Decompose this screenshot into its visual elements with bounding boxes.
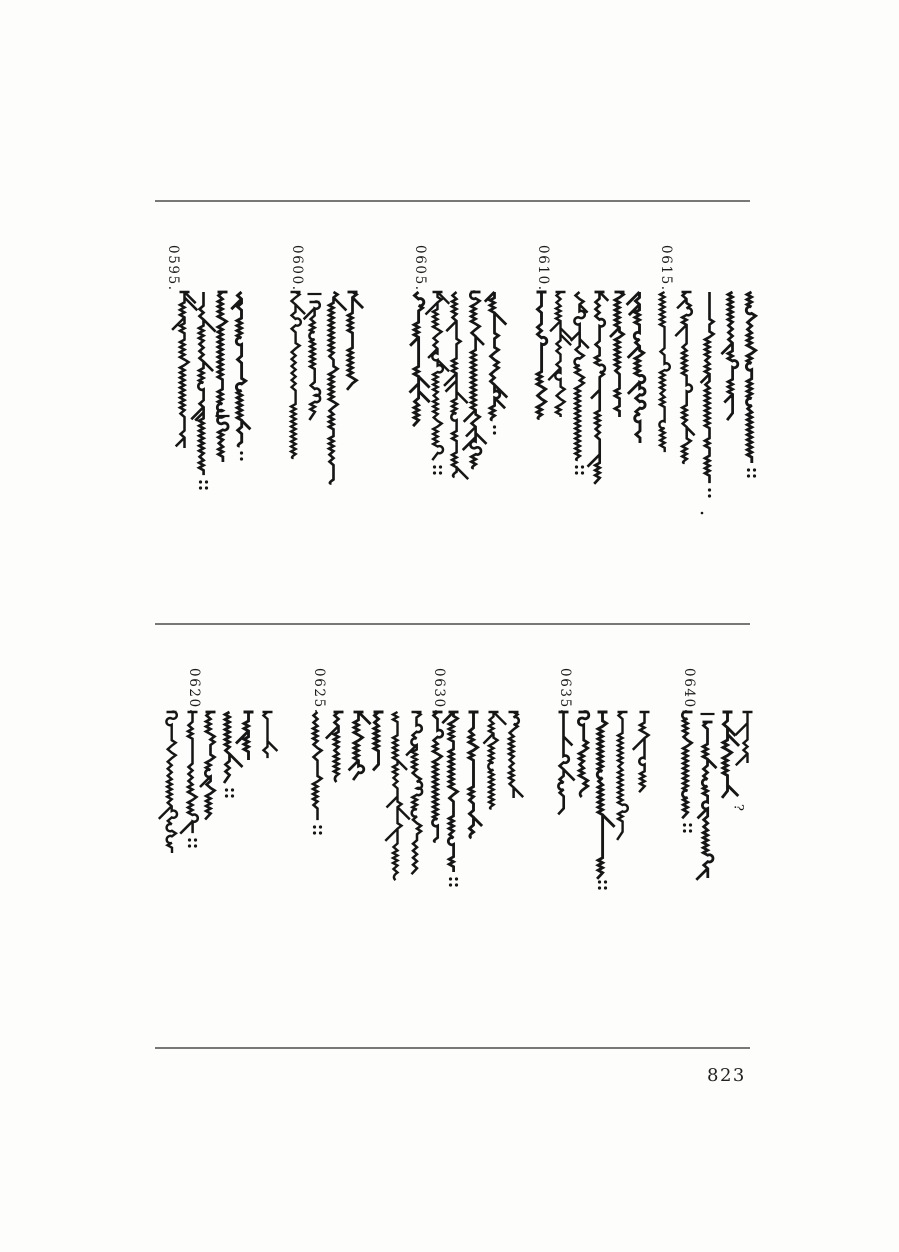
punctuation-dot xyxy=(439,471,442,474)
punctuation-dot xyxy=(313,831,316,834)
entry-number: 0620. xyxy=(186,668,202,715)
mongolian-script-column xyxy=(291,292,306,458)
mongolian-script-column xyxy=(537,292,547,419)
mongolian-script-column xyxy=(326,712,344,782)
entry-number: 0610. xyxy=(535,245,551,292)
punctuation-dot xyxy=(319,825,322,828)
mongolian-script-column xyxy=(385,712,410,880)
punctuation-dot xyxy=(683,823,686,826)
mongolian-script-column xyxy=(349,712,371,780)
punctuation-dot xyxy=(313,825,316,828)
mongolian-script-column xyxy=(159,712,177,853)
punctuation-dot xyxy=(747,468,750,471)
punctuation-dot xyxy=(225,788,228,791)
punctuation-dot xyxy=(433,471,436,474)
mongolian-script-column xyxy=(485,292,507,420)
punctuation-dot xyxy=(575,465,578,468)
punctuation-dot xyxy=(598,880,601,883)
punctuation-dot xyxy=(231,788,234,791)
mongolian-script-column xyxy=(180,712,198,834)
punctuation-dot xyxy=(433,465,436,468)
mongolian-script-column xyxy=(610,292,625,417)
mongolian-script-column xyxy=(313,712,322,820)
mongolian-script-column xyxy=(509,712,524,798)
mongolian-script-column xyxy=(304,302,320,420)
punctuation-dot xyxy=(199,486,202,489)
mongolian-script-column xyxy=(627,292,645,443)
punctuation-dot xyxy=(194,838,197,841)
punctuation-dot xyxy=(708,494,711,497)
mongolian-script-column xyxy=(469,712,483,838)
mongolian-script-column xyxy=(633,712,650,792)
mongolian-script-column xyxy=(578,712,588,797)
punctuation-dot xyxy=(455,883,458,886)
mongolian-script-column xyxy=(373,712,384,770)
mongolian-script-column xyxy=(200,712,216,820)
mongolian-script-column xyxy=(442,712,458,872)
mongolian-script-column xyxy=(682,712,692,819)
punctuation-dot xyxy=(449,877,452,880)
entry-number: 0605. xyxy=(412,245,428,292)
mongolian-script-column xyxy=(329,292,346,483)
punctuation-dot xyxy=(205,486,208,489)
page-number: 823 xyxy=(707,1065,746,1086)
mongolian-script-column xyxy=(701,292,714,483)
mongolian-script-column xyxy=(558,712,574,814)
mongolian-script-column xyxy=(347,292,363,390)
punctuation-dot xyxy=(753,468,756,471)
punctuation-dot xyxy=(604,880,607,883)
mongolian-script-column xyxy=(172,292,197,448)
mongolian-script-column xyxy=(426,292,450,460)
mongolian-script-column xyxy=(588,292,609,484)
mongolian-script-column xyxy=(217,292,228,462)
mongolian-script-column xyxy=(746,292,755,463)
punctuation-dot xyxy=(701,512,704,515)
punctuation-dot xyxy=(708,488,711,491)
mongolian-script-column xyxy=(696,722,716,880)
mongolian-script-column xyxy=(236,712,254,760)
mongolian-script-column xyxy=(191,292,215,475)
mongolian-script-column xyxy=(548,292,572,417)
entry-number: 0600. xyxy=(289,245,305,292)
punctuation-dot xyxy=(598,886,601,889)
punctuation-dot xyxy=(493,425,496,428)
punctuation-dot xyxy=(753,474,756,477)
punctuation-dot xyxy=(194,844,197,847)
mongolian-script-column xyxy=(224,712,243,783)
question-mark: ? xyxy=(730,804,746,811)
punctuation-dot xyxy=(493,431,496,434)
punctuation-dot xyxy=(581,465,584,468)
punctuation-dot xyxy=(449,883,452,886)
mongolian-script-column xyxy=(675,292,694,463)
mongolian-script-column xyxy=(483,712,506,809)
mongolian-script-column xyxy=(735,712,752,765)
punctuation-dot xyxy=(199,480,202,483)
punctuation-dot xyxy=(240,457,243,460)
entry-number: 0595. xyxy=(165,245,181,292)
punctuation-dot xyxy=(188,844,191,847)
entry-number: 0635. xyxy=(557,668,573,715)
punctuation-dot xyxy=(581,471,584,474)
punctuation-dot xyxy=(683,829,686,832)
mongolian-script-column xyxy=(617,712,628,840)
mongolian-script-column xyxy=(263,712,278,758)
punctuation-dot xyxy=(439,465,442,468)
punctuation-dot xyxy=(689,823,692,826)
mongolian-script-column xyxy=(722,712,739,798)
punctuation-dot xyxy=(455,877,458,880)
punctuation-dot xyxy=(319,831,322,834)
entry-number: 0630. xyxy=(431,668,447,715)
mongolian-script-column xyxy=(721,292,737,420)
mongolian-script-column xyxy=(231,292,250,446)
entry-number: 0625. xyxy=(311,668,327,715)
mongolian-script-column xyxy=(444,292,468,479)
punctuation-dot xyxy=(575,471,578,474)
entry-number: 0640. xyxy=(681,668,697,715)
mongolian-script-column xyxy=(571,292,589,460)
punctuation-dot xyxy=(604,886,607,889)
entry-number: 0615. xyxy=(658,245,674,292)
mongolian-script-column xyxy=(597,712,615,879)
mongolian-script-column xyxy=(432,712,442,842)
punctuation-dot xyxy=(225,794,228,797)
mongolian-script-column xyxy=(463,292,487,469)
punctuation-dot xyxy=(747,474,750,477)
punctuation-dot xyxy=(689,829,692,832)
punctuation-dot xyxy=(205,480,208,483)
mongolian-script-column xyxy=(659,292,669,452)
punctuation-dot xyxy=(188,838,191,841)
punctuation-dot xyxy=(240,451,243,454)
punctuation-dot xyxy=(231,794,234,797)
mongolian-script-column xyxy=(406,712,422,874)
